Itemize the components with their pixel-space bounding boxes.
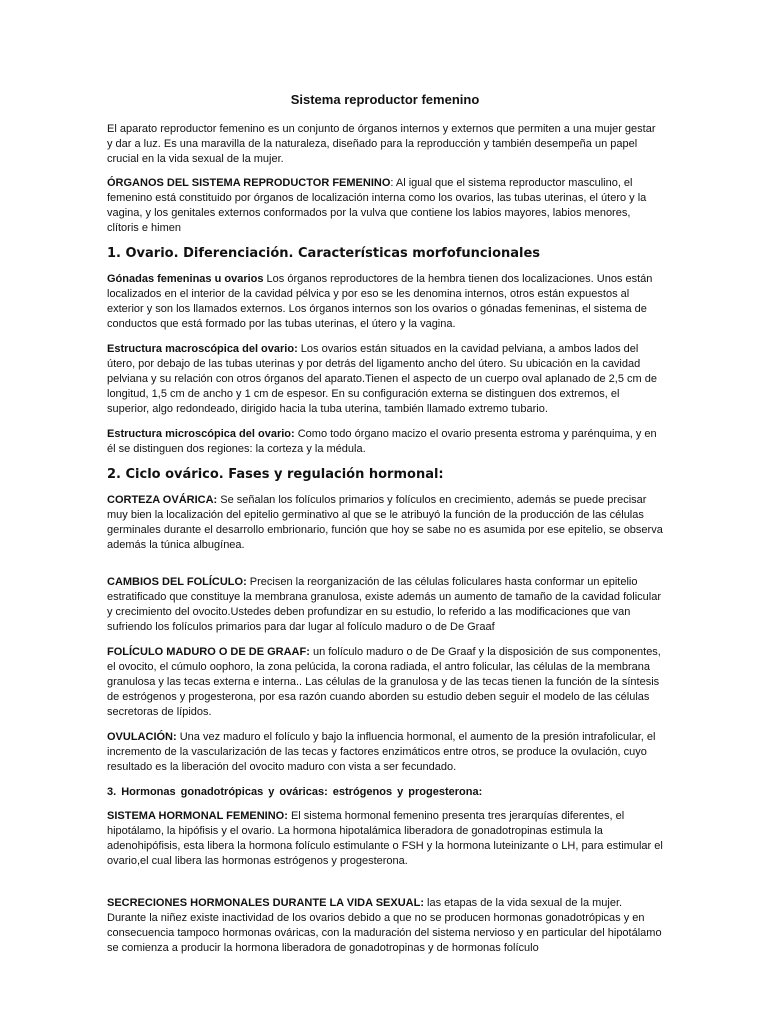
organos-text: : Al igual que el sistema reproductor masculino, el femenino está constituido por órganos de localización interna como los ovarios, las tubas uterinas, el útero y la vagina, y los genitales externos conformados por la vulva que contiene los labios mayores, labios menores, clítoris e himen [107,177,647,234]
corteza-paragraph [107,493,663,553]
organos-label: ÓRGANOS DEL SISTEMA REPRODUCTOR FEMENINO [107,177,391,189]
cambios-paragraph [107,575,663,635]
corteza-label: CORTEZA OVÁRICA: [107,494,218,506]
section-2-heading: 2. Ciclo ovárico. Fases y regulación hormonal: [107,467,444,482]
gonadas-paragraph [107,272,663,332]
ovulacion-text: Una vez maduro el folículo y bajo la influencia hormonal, el aumento de la presión intrafolicular, el incremento de la vascularización de las tecas y factores enzimáticos entre otros, se produce la ovulación, cuyo resultado es la liberación del ovocito maduro con vista a ser fecundado. [107,731,656,773]
sistema-hormonal-paragraph [107,809,663,869]
secreciones-label: SECRECIONES HORMONALES DURANTE LA VIDA SEXUAL: [107,897,424,909]
secreciones-paragraph [107,896,663,956]
foliculo-label: FOLÍCULO MADURO O DE DE GRAAF: [107,646,310,658]
gonadas-text: Los órganos reproductores de la hembra tienen dos localizaciones. Unos están localizados en el interior de la cavidad pélvica y por eso se les denomina internos, otros están expuestos al exterior y son los llamados externos. Los órganos internos son los ovarios o gónadas femeninas, el sistema de conductos que está formado por las tubas uterinas, el útero y la vagina. [107,273,653,330]
macroscopica-label: Estructura macroscópica del ovario: [107,343,298,355]
corteza-text: Se señalan los folículos primarios y folículos en crecimiento, además se puede precisar muy bien la localización del epitelio germinativo al que se le atribuyó la función de la producción de las células germinales durante el desarrollo embrionario, función que hoy se sabe no es asumida por ese epitelio, se observa además la túnica albugínea. [107,494,663,551]
intro-paragraph: El aparato reproductor femenino es un conjunto de órganos internos y externos que permiten a una mujer gestar y dar a luz. Es una maravilla de la naturaleza, diseñado para la reproducción y también desempeña un papel crucial en la vida sexual de la mujer. [107,123,656,165]
microscopica-label: Estructura microscópica del ovario: [107,428,295,440]
organos-paragraph [107,176,663,236]
foliculo-paragraph [107,645,663,720]
secreciones-text: las etapas de la vida sexual de la mujer. Durante la niñez existe inactividad de los ovarios debido a que no se producen hormonas gonadotrópicas y en consecuencia tampoco hormonas ováricas, con la maduración del sistema nervioso y en particular del hipotálamo se comienza a producir la hormona liberadora de gonadotropinas y de hormonas folículo [107,897,662,954]
microscopica-text: Como todo órgano macizo el ovario presenta estroma y parénquima, y en él se distinguen dos regiones: la corteza y la médula. [107,428,657,455]
gonadas-label: Gónadas femeninas u ovarios [107,273,264,285]
ovulacion-label: OVULACIÓN: [107,731,177,743]
ovulacion-paragraph [107,730,663,775]
page-title: Sistema reproductor femenino [290,92,480,107]
section-3-heading: 3. Hormonas gonadotrópicas y ováricas: estrógenos y progesterona: [107,786,483,798]
document-body [107,92,663,956]
cambios-text: Precisen la reorganización de las células foliculares hasta conformar un epitelio estratificado que constituye la membrana granulosa, existe además un aumento de tamaño de la cavidad folicular y crecimiento del ovocito.Ustedes deben profundizar en su estudio, lo referido a las modificaciones que van sufriendo los folículos primarios para dar lugar al folículo maduro o de De Graaf [107,576,661,633]
foliculo-text: un folículo maduro o de De Graaf y la disposición de sus componentes, el ovocito, el cúmulo oophoro, la zona pelúcida, la corona radiada, el antro folicular, las células de la membrana granulosa y las tecas externa e interna.. Las células de la granulosa y de las tecas tienen la función de la síntesis de estrógenos y progesterona, por esa razón cuando aborden su estudio deben seguir el modelo de las células secretoras de lípidos. [107,646,661,718]
cambios-label: CAMBIOS DEL FOLÍCULO: [107,576,247,588]
sistema-hormonal-label: SISTEMA HORMONAL FEMENINO: [107,810,288,822]
macroscopica-text: Los ovarios están situados en la cavidad pelviana, a ambos lados del útero, por debajo de las tubas uterinas y por detrás del ligamento ancho del útero. Su ubicación en la cavidad pelviana y su relación con otros órganos del aparato.Tienen el aspecto de un cuerpo oval aplanado de 2,5 cm de longitud, 1,5 cm de ancho y 1 cm de espesor. En su configuración externa se distinguen dos extremos, el superior, algo redondeado, dirigido hacia la tuba uterina, también llamado extremo tubario. [107,343,657,415]
section-1-heading: 1. Ovario. Diferenciación. Características morfofuncionales [107,246,541,261]
macroscopica-paragraph [107,342,663,417]
sistema-hormonal-text: El sistema hormonal femenino presenta tres jerarquías diferentes, el hipotálamo, la hipófisis y el ovario. La hormona hipotalámica liberadora de gonadotropinas estimula la adenohipófisis, esta libera la hormona folículo estimulante o FSH y la hormona luteinizante o LH, para estimular el ovario,el cual libera las hormonas estrógenos y progesterona. [107,810,663,867]
microscopica-paragraph [107,427,663,457]
